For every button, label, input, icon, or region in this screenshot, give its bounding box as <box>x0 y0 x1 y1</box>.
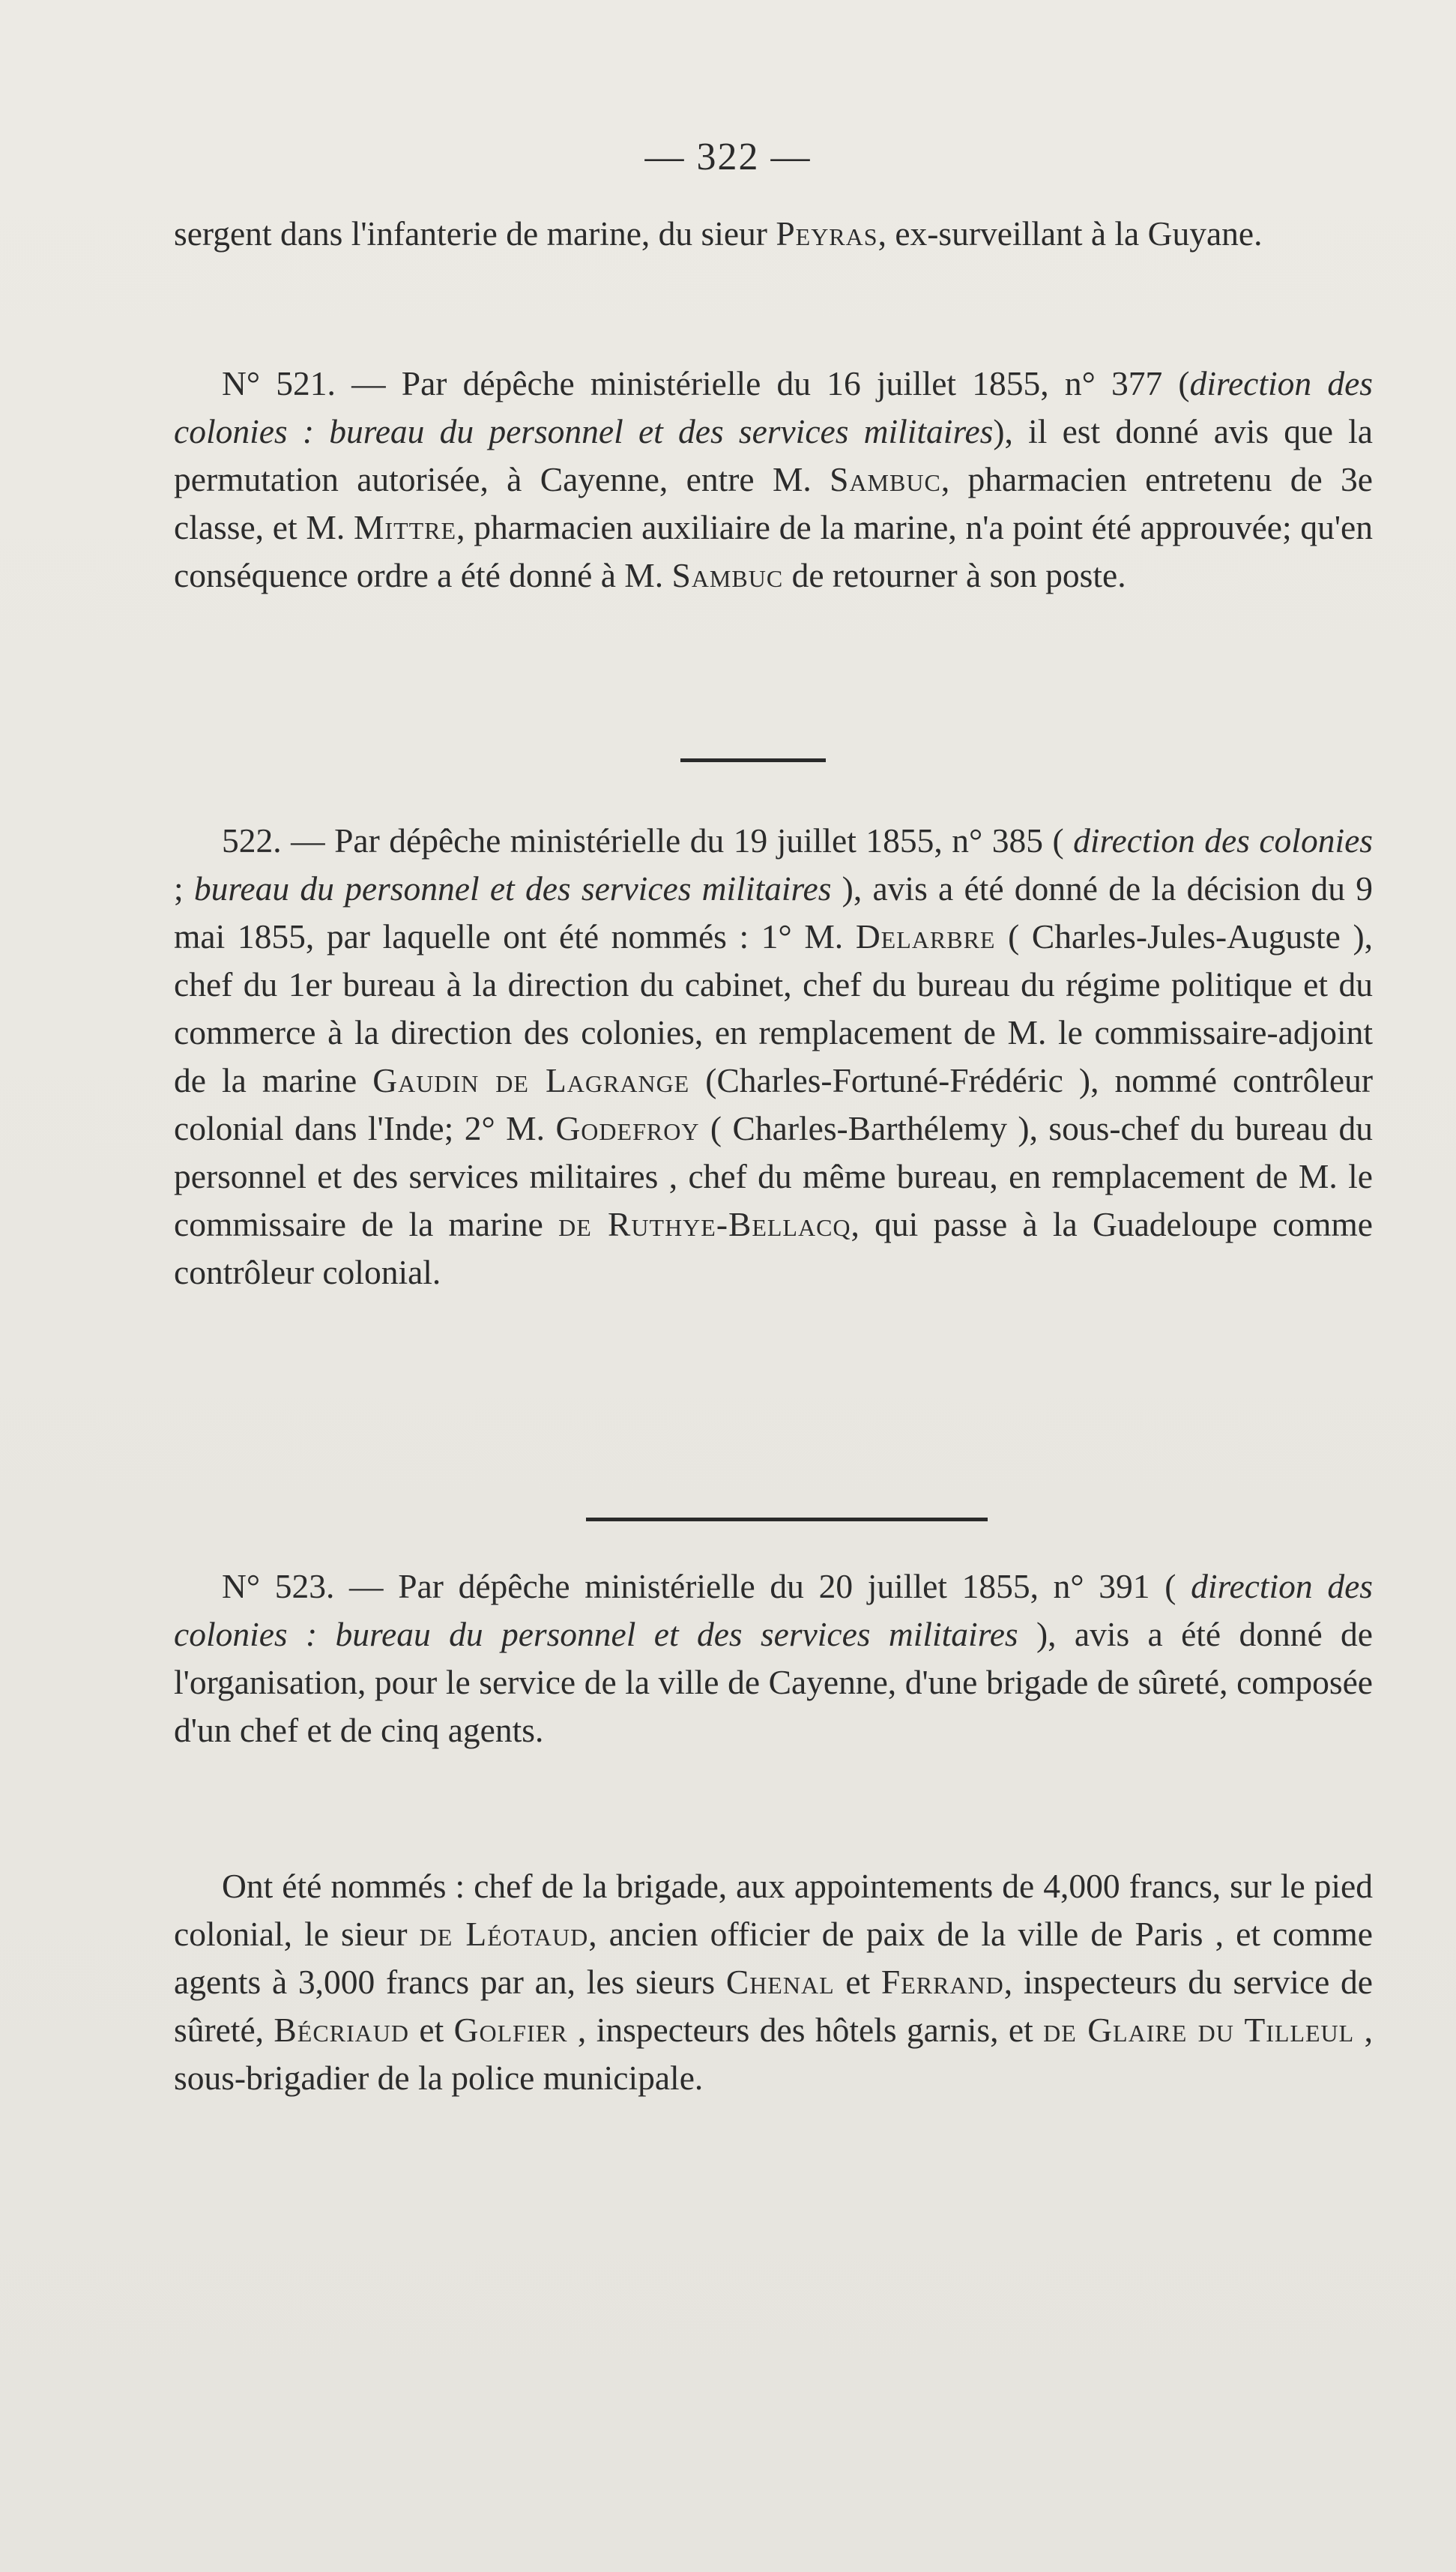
text-run: ), avis a été donné de la décision du 9 mai 1855, par laquelle ont été nommés : 1° M. <box>174 869 1373 956</box>
person-name: Mittre <box>353 508 457 546</box>
person-name: de Léotaud <box>419 1915 589 1953</box>
text-run: de retourner à son poste. <box>783 556 1126 594</box>
appointments-paragraph <box>174 1862 1373 2102</box>
paragraph-text <box>174 817 1373 1296</box>
person-name: Godefroy <box>555 1109 700 1147</box>
notice-521 <box>174 360 1373 600</box>
text-run: et <box>409 2011 454 2049</box>
text-run: ), avis a été donné de l'organisation, pour le service de la ville de Cayenne, d'une brigade de sûreté, composée d'un chef et de cinq agents. <box>174 1615 1373 1749</box>
text-run: sergent dans l'infanterie de marine, du sieur <box>174 214 776 253</box>
text-run: , pharmacien entretenu de 3e classe, et M. <box>174 460 1373 546</box>
section-divider <box>586 1518 988 1521</box>
person-name: Bécriaud <box>274 2011 409 2049</box>
text-run: , pharmacien auxiliaire de la marine, n'a point été approuvée; qu'en conséquence ordre a été donné à M. <box>174 508 1374 594</box>
notice-523 <box>174 1563 1373 1754</box>
text-run: ( Charles-Jules-Auguste ), chef du 1er bureau à la direction du cabinet, chef du bureau du régime politique et du commerce à la direction des colonies, en remplacement de M. le commissaire-adjoint de la marine <box>174 917 1373 1099</box>
section-divider <box>680 758 826 762</box>
text-run: et <box>834 1963 881 2001</box>
text-run: ; <box>174 869 194 908</box>
person-name: Gaudin de Lagrange <box>372 1061 690 1099</box>
person-name: Delarbre <box>855 917 996 956</box>
text-run: ), il est donné avis que la permutation autorisée, à Cayenne, entre M. <box>174 412 1373 498</box>
italic-run: direction des colonies : bureau du personnel et des services militaires <box>174 1567 1373 1653</box>
notice-522 <box>174 817 1373 1296</box>
paragraph-text <box>174 360 1373 600</box>
text-run: N° 523. — Par dépêche ministérielle du 20 juillet 1855, n° 391 ( <box>222 1567 1191 1605</box>
text-run: (Charles-Fortuné-Frédéric ), nommé contrôleur colonial dans l'Inde; 2° M. <box>174 1061 1374 1147</box>
text-run: , inspecteurs du service de sûreté, <box>174 1963 1373 2049</box>
text-run: 522. — Par dépêche ministérielle du 19 juillet 1855, n° 385 ( <box>222 821 1074 860</box>
paragraph-continuation <box>174 210 1373 258</box>
person-name: Peyras <box>776 214 878 253</box>
text-run: ( Charles-Barthélemy ), sous-chef du bureau du personnel et des services militaires , chef du même bureau, en remplacement de M. le commissaire de la marine <box>174 1109 1373 1243</box>
page-number: — 322 — <box>644 136 812 178</box>
italic-run: bureau du personnel et des services militaires <box>193 869 832 908</box>
text-run: , sous-brigadier de la police municipale. <box>174 2011 1373 2097</box>
person-name: Sambuc <box>671 556 784 594</box>
person-name: Ferrand <box>880 1963 1004 2001</box>
text-run: , qui passe à la Guadeloupe comme contrôleur colonial. <box>174 1205 1373 1291</box>
text-run: , ancien officier de paix de la ville de Paris , et comme agents à 3,000 francs par an, les sieurs <box>174 1915 1374 2001</box>
text-run: Ont été nommés : chef de la brigade, aux appointements de 4,000 francs, sur le pied colonial, le sieur <box>174 1867 1373 1953</box>
text-run: N° 521. — Par dépêche ministérielle du 16 juillet 1855, n° 377 ( <box>222 364 1190 402</box>
paragraph-text <box>174 1563 1373 1754</box>
paragraph-text <box>174 210 1373 258</box>
person-name: de Glaire du Tilleul <box>1043 2011 1355 2049</box>
italic-run: direction des colonies <box>1073 821 1373 860</box>
paragraph-text <box>174 1862 1373 2102</box>
text-run: , inspecteurs des hôtels garnis, et <box>567 2011 1044 2049</box>
italic-run: direction des colonies : bureau du personnel et des services militaires <box>174 364 1374 450</box>
person-name: de Ruthye-Bellacq <box>558 1205 851 1243</box>
person-name: Chenal <box>725 1963 835 2001</box>
text-run: , ex-surveillant à la Guyane. <box>877 214 1263 253</box>
person-name: Golfier <box>453 2011 568 2049</box>
person-name: Sambuc <box>830 460 941 498</box>
